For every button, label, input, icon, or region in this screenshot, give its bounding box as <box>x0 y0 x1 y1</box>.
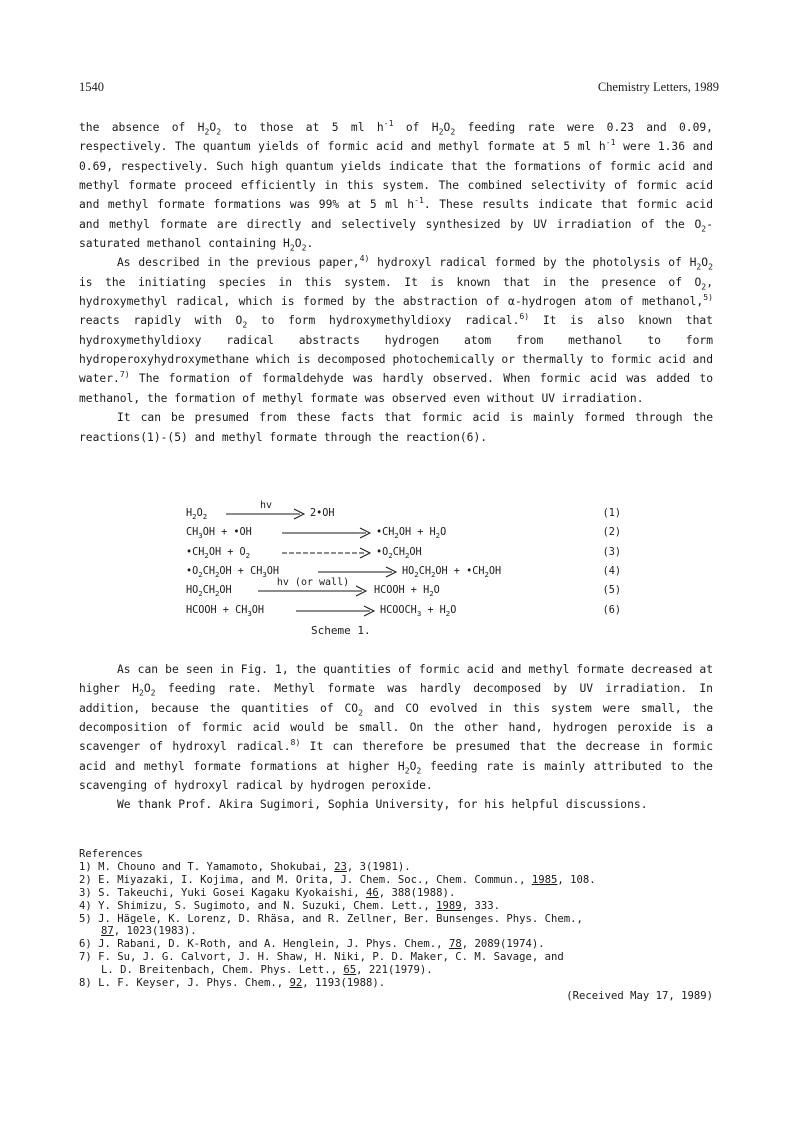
references-heading: References <box>79 848 143 860</box>
body-text-continued <box>79 660 713 815</box>
journal-title: Chemistry Letters, 1989 <box>597 80 719 94</box>
reference-item: 87, 1023(1983). <box>101 925 197 938</box>
reaction-2: $CH_3OH$ + •OH $•CH_2OH + H_2O$ (2) <box>186 527 621 541</box>
arrow-4 <box>318 566 398 578</box>
body-text <box>79 118 713 447</box>
acknowledgement: We thank Prof. Akira Sugimori, Sophia University, for his helpful discussions. <box>117 798 648 812</box>
reference-item: 3) S. Takeuchi, Yuki Gosei Kagaku Kyokaishi, 46, 388(1988). <box>79 886 456 899</box>
reference-item: 1) M. Chouno and T. Yamamoto, Shokubai, 23, 3(1981). <box>79 860 411 873</box>
reference-item: L. D. Breitenbach, Chem. Phys. Lett., 65, 221(1979). <box>101 964 433 977</box>
paragraph-4: As can be seen in Fig. 1, the quantities of formic acid and methyl formate decreased at higher $H_2O_2$ feeding rate. Methyl formate was hardly decomposed by UV irradiation. In addition, because the quantities of $CO_2$ and CO evolved in this system were small, the decomposition of formic acid would be small. On the other hand, hydrogen peroxide is a scavenger of hydroxyl radical.$^{8)}$ It can therefore be presumed that the decrease in formic acid and methyl formate formations at higher $H_2O_2$ feeding rate is mainly attributed to the scavenging of hydroxyl radical by hydrogen peroxide. <box>79 663 713 793</box>
arrow-5: hv (or wall) <box>258 585 368 597</box>
reaction-5: $HO_2CH_2OH$ hv (or wall) HCOOH + $H_2O$ (5) <box>186 577 621 599</box>
scheme-caption: Scheme 1. <box>311 624 371 637</box>
arrow-3 <box>282 547 372 559</box>
reference-item: 5) J. Hägele, K. Lorenz, D. Rhäsa, and R. Zellner, Ber. Bunsenges. Phys. Chem., <box>79 912 583 925</box>
reaction-6: HCOOH + $CH_3OH$ $HCOOCH_3 + H_2O$ (6) <box>186 604 621 618</box>
paragraph-1: the absence of $H_2O_2$ to those at 5 ml $h^{-1}$ of $H_2O_2$ feeding rate were 0.23 and 0.09, respectively. The quantum yields of formic acid and methyl formate at 5 ml $h^{-1}$ were 1.36 and 0.69, respectively. Such high quantum yields indicate that the formations of formic acid and methyl formate proceed efficiently in this system. The combined selectivity of formic acid and methyl formate formations was 99% at 5 ml $h^{-1}$. These results indicate that formic acid and methyl formate are directly and selectively synthesized by UV irradiation of the $O_2$-saturated methanol containing $H_2O_2$. <box>79 118 713 253</box>
reference-list <box>79 861 713 990</box>
page-header <box>79 80 719 98</box>
reaction-scheme <box>186 500 621 637</box>
arrow-2 <box>282 527 372 539</box>
reference-item: 7) F. Su, J. G. Calvort, J. H. Shaw, H. Niki, P. D. Maker, C. M. Savage, and <box>79 951 564 964</box>
arrow-6 <box>296 605 376 617</box>
reference-item: 4) Y. Shimizu, S. Sugimoto, and N. Suzuki, Chem. Lett., 1989, 333. <box>79 899 500 912</box>
reaction-3: $•CH_2OH + O_2$ $•O_2CH_2OH$ (3) <box>186 546 621 560</box>
references <box>79 848 713 1003</box>
reference-item: 8) L. F. Keyser, J. Phys. Chem., 92, 1193(1988). <box>79 977 386 990</box>
arrow-1: hv <box>226 508 306 520</box>
received-date: (Received May 17, 1989) <box>566 989 713 1002</box>
reference-item: 2) E. Miyazaki, I. Kojima, and M. Orita, J. Chem. Soc., Chem. Commun., 1985, 108. <box>79 873 596 886</box>
paragraph-3: It can be presumed from these facts that formic acid is mainly formed through the reactions(1)-(5) and methyl formate through the reaction(6). <box>79 411 713 444</box>
reference-item: 6) J. Rabani, D. K-Roth, and A. Henglein, J. Phys. Chem., 78, 2089(1974). <box>79 938 545 951</box>
reaction-4: $•O_2CH_2OH + CH_3OH$ $HO_2CH_2OH$ + $•CH_2OH$ (4) <box>186 566 621 580</box>
page-number: 1540 <box>79 80 104 94</box>
paragraph-2: As described in the previous paper,$^{4)}$ hydroxyl radical formed by the photolysis of $H_2O_2$ is the initiating species in this system. It is known that in the presence of $O_2$, hydroxymethyl radical, which is formed by the abstraction of α-hydrogen atom of methanol,$^{5)}$ reacts rapidly with $O_2$ to form hydroxymethyldioxy radical.$^{6)}$ It is also known that hydroxymethyldioxy radical abstracts hydrogen atom from methanol to form hydroperoxyhydroxymethane which is decomposed photochemically or thermally to formic acid and water.$^{7)}$ The formation of formaldehyde was hardly observed. When formic acid was added to methanol, the formation of methyl formate was observed even without UV irradiation. <box>79 253 713 405</box>
reaction-1: $H_2O_2$ hv 2•OH (1) <box>186 500 621 522</box>
